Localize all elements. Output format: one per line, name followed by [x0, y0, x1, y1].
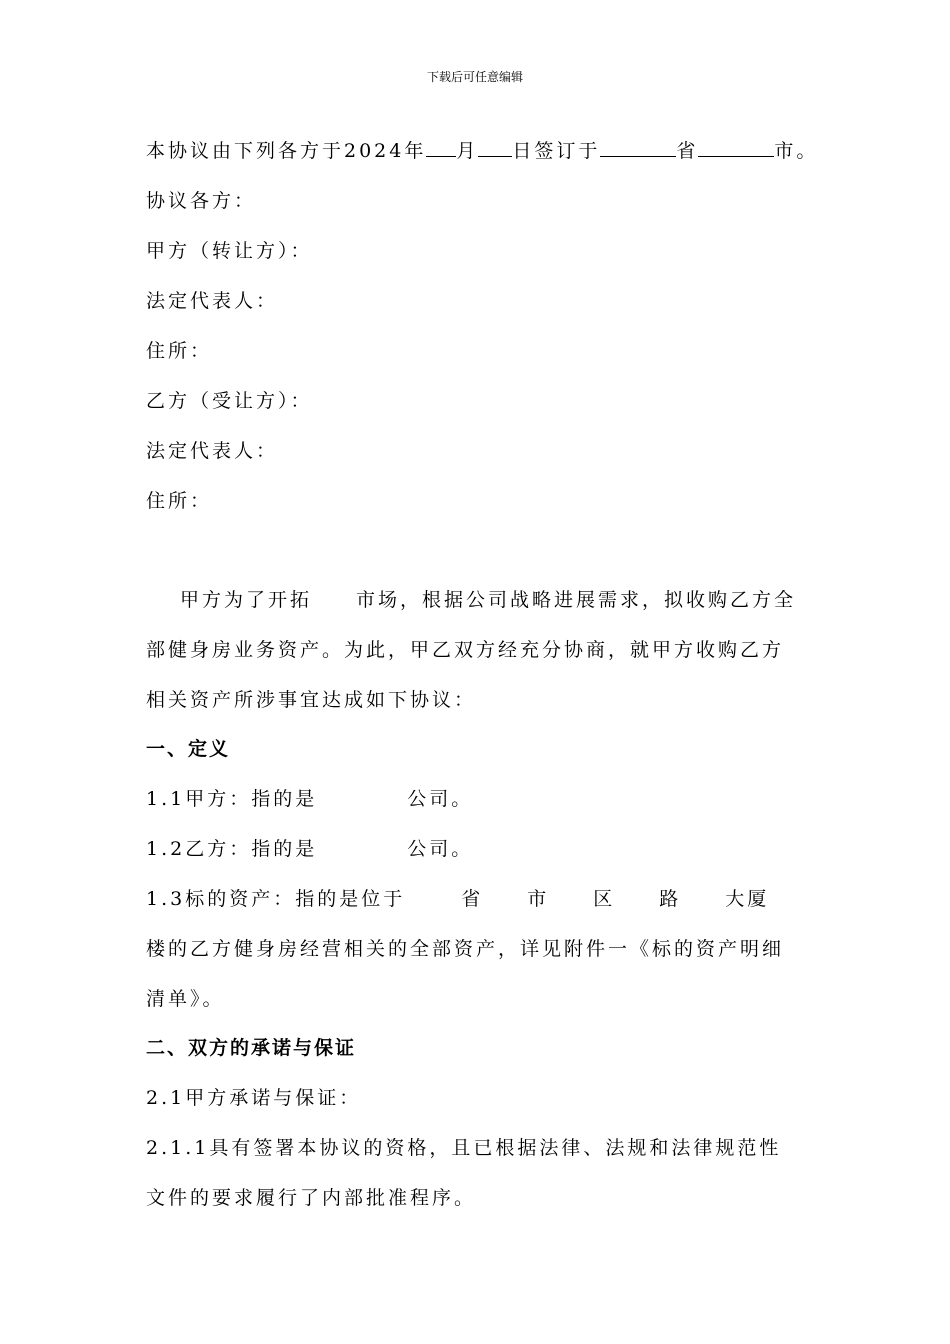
province-blank [600, 138, 676, 157]
clause-1-2 [146, 836, 473, 862]
clause-1-3-province: 省 [461, 888, 484, 910]
section-2-title: 二、双方的承诺与保证 [146, 1037, 357, 1059]
clause-2-1-1-line-1: 2.1.1具有签署本协议的资格，且已根据法律、法规和法律规范性 [146, 1137, 782, 1159]
party-b-label: 乙方（受让方）： [146, 390, 313, 412]
clause-1-1-suffix: 公司。 [407, 788, 474, 810]
clause-2-1: 2.1甲方承诺与保证： [146, 1087, 362, 1109]
section-1-title: 一、定义 [146, 738, 231, 760]
clause-1-3-building: 大厦 [725, 888, 770, 910]
party-b-rep: 法定代表人： [146, 440, 279, 462]
intro-text-3: 日签订于 [512, 140, 601, 162]
clause-1-1 [146, 786, 473, 812]
intro-text-4: 省 [676, 140, 699, 162]
clause-1-3-road: 路 [659, 888, 682, 910]
clause-1-3 [146, 886, 769, 912]
preamble-text-1b: 市场，根据公司战略进展需求，拟收购乙方全 [356, 589, 797, 611]
page-header: 下载后可任意编辑 [426, 70, 523, 84]
clause-1-3-text: 1.3标的资产：指的是位于 [146, 888, 406, 910]
preamble-line-1 [180, 587, 796, 613]
party-a-label: 甲方（转让方）： [146, 240, 313, 262]
day-blank [478, 138, 512, 157]
clause-2-1-1-line-2: 文件的要求履行了内部批准程序。 [146, 1187, 477, 1209]
parties-label: 协议各方： [146, 190, 257, 212]
month-blank [426, 138, 456, 157]
clause-1-3-district: 区 [593, 888, 616, 910]
preamble-line-2: 部健身房业务资产。为此，甲乙双方经充分协商，就甲方收购乙方 [146, 639, 785, 661]
preamble-line-3: 相关资产所涉事宜达成如下协议： [146, 689, 477, 711]
clause-1-2-text: 1.2乙方：指的是 [146, 838, 318, 860]
party-b-address: 住所： [146, 490, 213, 512]
clause-1-2-suffix: 公司。 [407, 838, 474, 860]
intro-line [146, 138, 818, 164]
clause-1-3-line-3: 清单》。 [146, 988, 225, 1010]
party-a-address: 住所： [146, 340, 213, 362]
city-blank [698, 138, 774, 157]
clause-1-3-city: 市 [527, 888, 550, 910]
clause-1-1-text: 1.1甲方：指的是 [146, 788, 318, 810]
clause-1-3-line-2: 楼的乙方健身房经营相关的全部资产，详见附件一《标的资产明细 [146, 938, 785, 960]
intro-text-2: 月 [456, 140, 479, 162]
preamble-text-1a: 甲方为了开拓 [180, 589, 313, 611]
intro-text-5: 市。 [774, 140, 819, 162]
party-a-rep: 法定代表人： [146, 290, 279, 312]
intro-text-1: 本协议由下列各方于2024年 [146, 140, 427, 162]
